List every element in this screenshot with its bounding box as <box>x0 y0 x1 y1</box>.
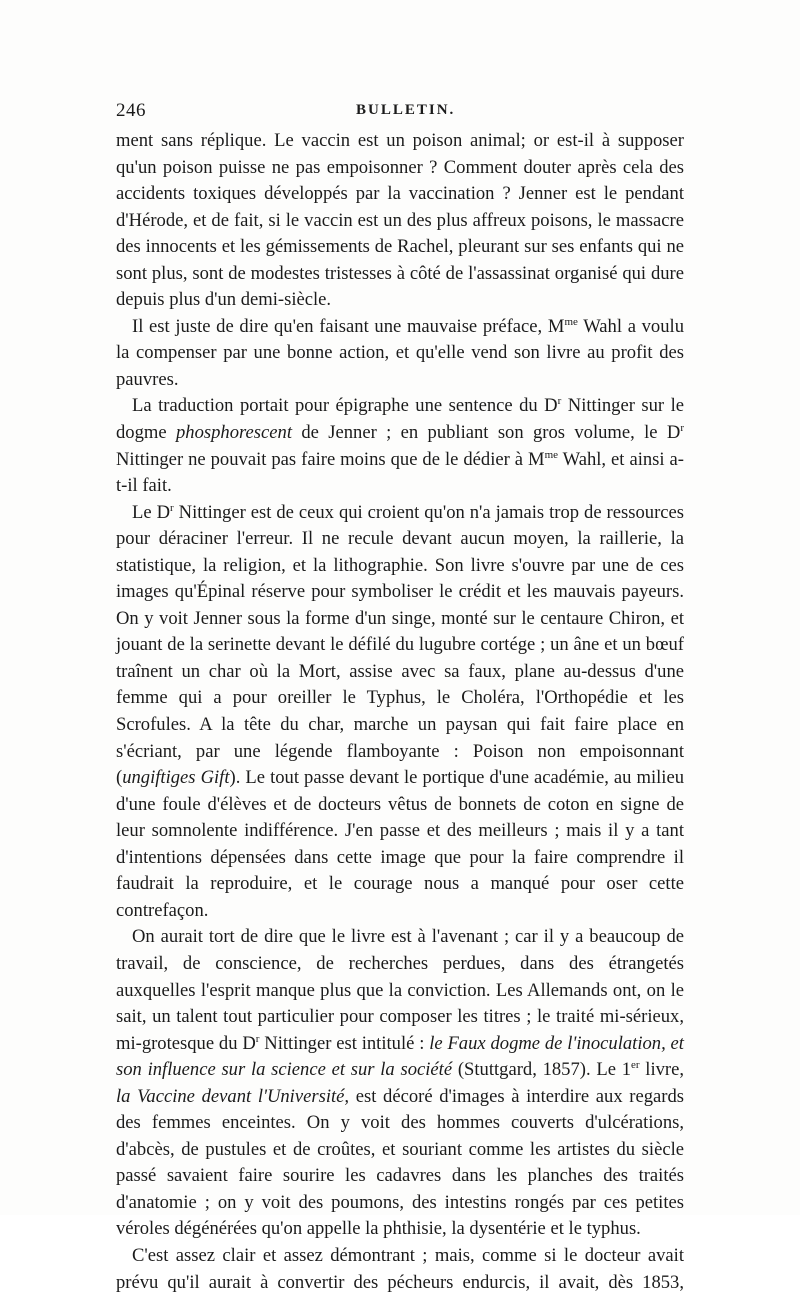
text-run: C'est assez clair et assez démontrant ; mais, comme si le docteur avait prévu qu'il aurait à convertir des pécheurs endurcis, il avait, dès 1853, <box>116 1244 684 1293</box>
superscript: r <box>557 395 562 408</box>
page-number: 246 <box>116 100 146 121</box>
running-head: BULLETIN. <box>356 102 456 118</box>
text-run: ). Le tout passe devant le portique d'une académie, au milieu d'une foule d'élèves et de docteurs vêtus de bonnets de coton en signe de leur somnolente indifférence. J'en passe et des meilleurs ; mais il y a tant d'intentions dépensées dans cette image que pour la faire comprendre il faudrait la reproduire, et le courage nous a manqué pour oser cette contrefaçon. <box>116 767 684 921</box>
paragraph <box>116 393 684 499</box>
paragraph <box>116 1243 684 1296</box>
superscript: er <box>631 1058 640 1071</box>
text-run: Il est juste de dire qu'en faisant une mauvaise préface, M <box>132 315 565 337</box>
superscript: r <box>170 501 174 514</box>
text-run: de Jenner ; en publiant son gros volume, le D <box>292 422 681 444</box>
text-run: livre, <box>639 1059 685 1081</box>
page-header <box>116 100 684 126</box>
superscript: me <box>544 448 559 461</box>
text-run: Nittinger ne pouvait pas faire moins que de le dédier à M <box>116 448 545 470</box>
paragraph <box>116 128 684 314</box>
superscript: me <box>564 315 578 328</box>
text-run: Nittinger est intitulé : <box>259 1032 430 1054</box>
italic-text: la Vaccine devant l'Université, <box>116 1085 350 1107</box>
italic-text: phosphorescent <box>175 422 292 444</box>
paragraph <box>116 500 684 925</box>
italic-text: le Faux dogme de l'inoculation, et son influence sur la science et sur la société <box>116 1032 684 1081</box>
paragraph <box>116 924 684 1243</box>
superscript: r <box>680 421 684 434</box>
text-run: La traduction portait pour épigraphe une sentence du D <box>132 395 558 417</box>
text-run: Wahl a voulu la compenser par une bonne action, et qu'elle vend son livre au profit des pauvres. <box>116 315 684 390</box>
text-run: Wahl, et ainsi a-t-il fait. <box>116 448 684 497</box>
superscript: r <box>255 1032 260 1045</box>
text-run: Le D <box>132 501 171 523</box>
text-run: est décoré d'images à interdire aux regards des femmes enceintes. On y voit des hommes couverts d'ulcérations, d'abcès, de pustules et de croûtes, et souriant comme les artistes du siècle passé savaient faire sourire les cadavres dans les planches des traités d'anatomie ; on y voit des poumons, des intestins rongés par ces petites véroles dégénérées qu'on appelle la phthisie, la dysentérie et le typhus. <box>116 1085 684 1240</box>
italic-text: ungiftiges Gift <box>122 767 230 789</box>
text-run: Nittinger sur le dogme <box>116 395 685 444</box>
paragraph <box>116 314 684 394</box>
text-run: (Stuttgard, 1857). Le 1 <box>452 1059 631 1081</box>
text-run: On aurait tort de dire que le livre est à l'avenant ; car il y a beaucoup de travail, de conscience, de recherches perdues, dans des étrangetés auxquelles l'esprit manque plus que la conviction. Les Allemands ont, on le sait, un talent tout particulier pour composer les titres ; le traité mi-sérieux, mi-grotesque du D <box>116 926 684 1054</box>
text-run: ment sans réplique. Le vaccin est un poison animal; or est-il à supposer qu'un poison puisse ne pas empoisonner ? Comment douter après cela des accidents toxiques développés par la vaccination ? Jenner est le pendant d'Hérode, et de fait, si le vaccin est un des plus affreux poisons, le massacre des innocents et les gémissements de Rachel, pleurant sur ses enfants qui ne sont plus, sont de modestes tristesses à côté de l'assassinat organisé qui dure depuis plus d'un demi-siècle. <box>116 130 684 311</box>
body-text <box>116 128 684 1296</box>
text-run: Nittinger est de ceux qui croient qu'on n'a jamais trop de ressources pour déraciner l'erreur. Il ne recule devant aucun moyen, la raillerie, la statistique, la religion, et la lithographie. Son livre s'ouvre par une de ces images qu'Épinal réserve pour symboliser le crédit et les mauvais payeurs. On y voit Jenner sous la forme d'un singe, monté sur le centaure Chiron, et jouant de la serinette devant le défilé du lugubre cortége ; un âne et un bœuf traînent un char où la Mort, assise avec sa faux, plane au-dessus d'une femme qui a pour oreiller le Typhus, le Choléra, l'Orthopédie et les Scrofules. A la tête du char, marche un paysan qui fait faire place en s'écriant, par une légende flamboyante : Poison non empoisonnant ( <box>116 501 684 789</box>
